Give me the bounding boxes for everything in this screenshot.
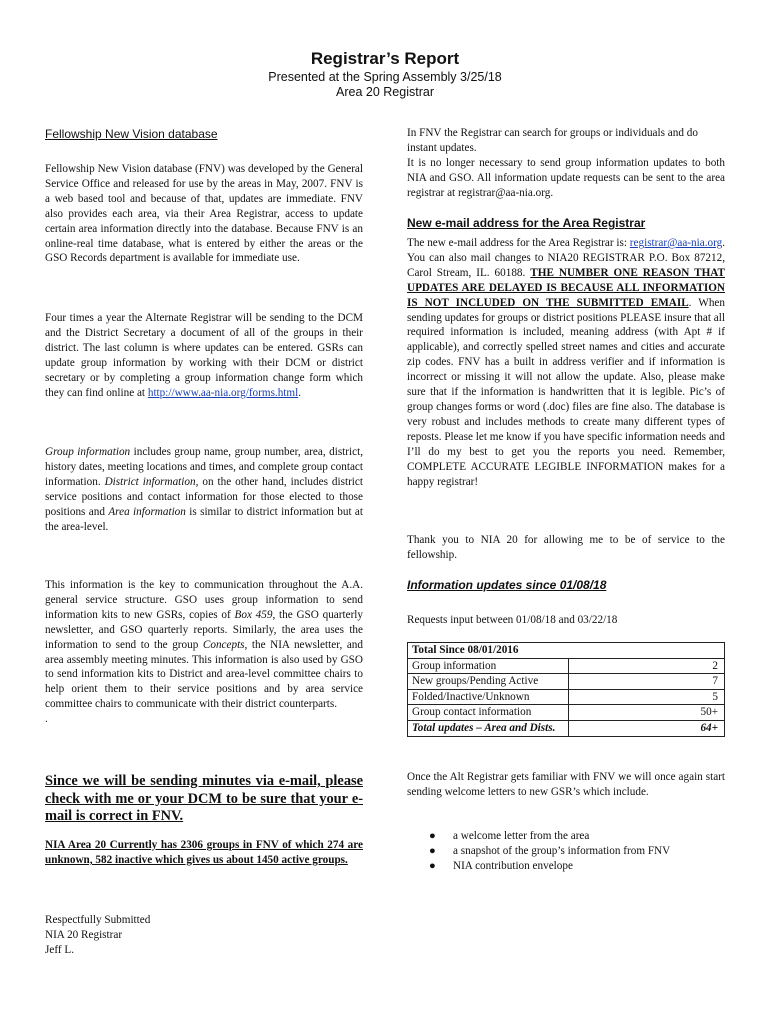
table-row: Folded/Inactive/Unknown 5 xyxy=(408,689,725,705)
list-item: ● a snapshot of the group’s information from FNV xyxy=(429,844,671,857)
table-row: New groups/Pending Active 7 xyxy=(408,674,725,690)
welcome-paragraph: Once the Alt Registrar gets familiar with FNV we will once again start sending welcome letters to new GSR’s which include. xyxy=(407,771,725,798)
report-header xyxy=(0,48,770,100)
email-heading: New e-mail address for the Area Registrar xyxy=(407,216,646,230)
updates-table xyxy=(407,642,725,737)
group-count-statement: NIA Area 20 Currently has 2306 groups in FNV of which 274 are unknown, 582 inactive which gives us about 1450 active groups. xyxy=(45,839,363,866)
updates-table-wrap xyxy=(407,642,725,737)
bullet-icon: ● xyxy=(429,830,436,842)
table-row: Group contact information 50+ xyxy=(408,705,725,721)
table-total-row: Total updates – Area and Dists. 64+ xyxy=(408,720,725,736)
updates-heading: Information updates since 01/08/18 xyxy=(407,578,607,592)
forms-link[interactable]: http://www.aa-nia.org/forms.html xyxy=(147,386,299,399)
report-subtitle-line2: Area 20 Registrar xyxy=(336,85,434,99)
signature-block: Respectfully Submitted NIA 20 Registrar Jeff L. xyxy=(45,914,151,956)
table-row: Group information 2 xyxy=(408,658,725,674)
welcome-kit-list xyxy=(407,829,725,874)
requests-range: Requests input between 01/08/18 and 03/22/18 xyxy=(407,614,618,626)
table-header-cell: Total Since 08/01/2016 xyxy=(408,643,725,659)
communication-paragraph: This information is the key to communication throughout the A.A. general service structure. GSO uses group information to send information kits to new GSRs, copies of Box 459, the GSO quarterly newsletter, and GSO quarterly reports. Similarly, the area uses the information to send to the group Concepts, the NIA newsletter, and area assembly meeting minutes. This information is also used by GSO to send information kits to District and area-level committee chairs to help orient them to their service positions and by area service committee chairs to communicate with their district counterparts. . xyxy=(45,579,363,726)
email-paragraph: The new e-mail address for the Area Registrar is: registrar@aa-nia.org. You can also mail changes to NIA20 REGISTRAR P.O. Box 87212, Carol Stream, IL. 60188. THE NUMBER ONE REASON THAT UPDATES ARE DELAYED IS BECAUSE ALL INFORMATION IS NOT INCLUDED ON THE SUBMITTED EMAIL. When sending updates for groups or district positions PLEASE insure that all required information is included, meaning address (with Apt # if applicable), and correctly spelled street names and cities and accurate zip codes. FNV has a built in address verifier and if information is incorrect or missing it will not allow the update. Also, please make sure that if the information is handwritten that it is legible. Pic’s of group changes forms or word (.doc) files are fine also. The database is very robust and includes methods to create many different types of reposts. Please let me know if you have specific information needs and I’ll do my best to get you the reports you need. Remember, COMPLETE ACCURATE LEGIBLE INFORMATION makes for a happy registrar! xyxy=(407,237,726,488)
thank-you-paragraph: Thank you to NIA 20 for allowing me to be of service to the fellowship. xyxy=(407,534,725,561)
bullet-icon: ● xyxy=(429,859,436,872)
fnv-intro-paragraph: Fellowship New Vision database (FNV) was developed by the General Service Office and released for use by the areas in May, 2007. FNV is a web based tool and because of that, updates are immediate. FNV also provides each area, via their Area Registrar, access to update certain area information directly into the database. Because FNV is an online-real time database, what is entered by either the areas or the GSO Records department is available for immediate use. xyxy=(45,163,363,265)
alternate-registrar-paragraph: Four times a year the Alternate Registrar will be sending to the DCM and the District Secretary a document of all of the groups in their district. The last column is where updates can be entered. GSRs can update group information by working with their DCM or district secretary or by completing a group information change form which they can find online at http://www.aa-nia.org/forms.html. xyxy=(45,312,363,399)
fnv-search-paragraph: In FNV the Registrar can search for groups or individuals and do instant updates. It is no longer necessary to send group information updates to both NIA and GSO. All information update requests can be sent to the area registrar at registrar@aa-nia.org. xyxy=(407,127,725,199)
table-header-row xyxy=(408,643,725,659)
report-title: Registrar’s Report xyxy=(310,49,460,68)
email-notice: Since we will be sending minutes via e-mail, please check with me or your DCM to be sure that your e-mail is correct in FNV. xyxy=(45,773,363,824)
bullet-icon: ● xyxy=(429,844,436,857)
registrar-email-link[interactable]: registrar@aa-nia.org xyxy=(629,237,723,249)
fnv-heading: Fellowship New Vision database xyxy=(45,127,218,141)
list-item: ● a welcome letter from the area xyxy=(429,830,590,842)
group-information-paragraph: Group information includes group name, group number, area, district, history dates, meeting locations and times, and complete group contact information. District information, on the other hand, includes district service positions and contact information for those elected to those positions and Area information is similar to district information but at the area-level. xyxy=(45,446,364,533)
list-item: ● NIA contribution envelope xyxy=(429,859,573,872)
report-subtitle-line1: Presented at the Spring Assembly 3/25/18 xyxy=(268,70,502,84)
